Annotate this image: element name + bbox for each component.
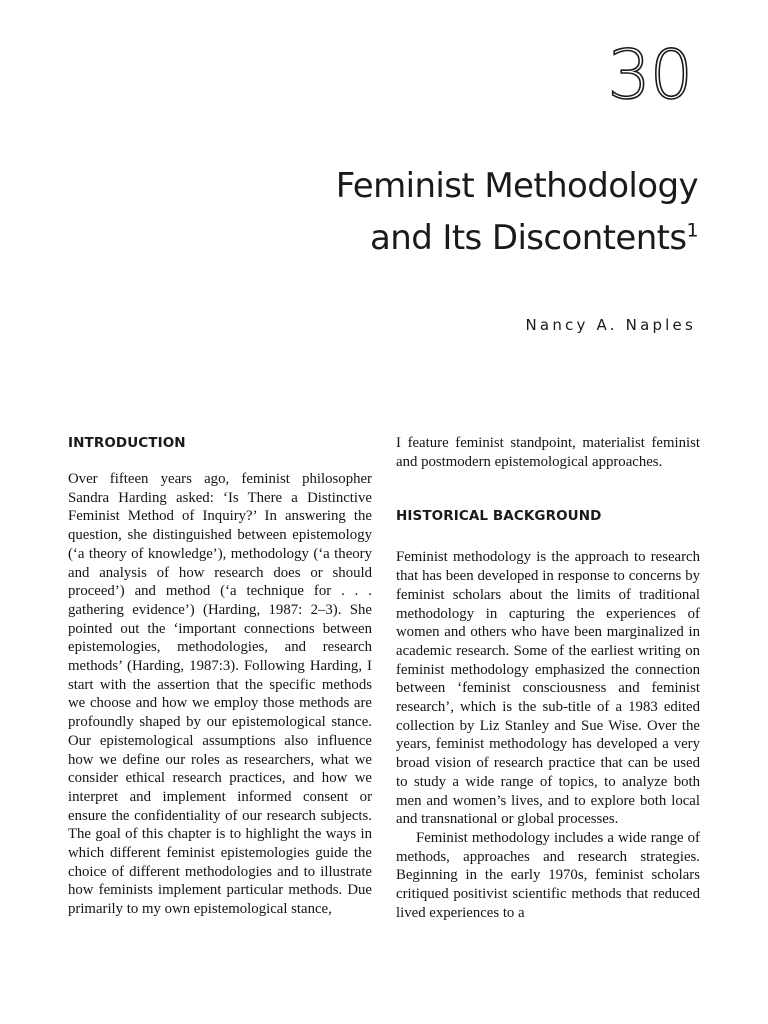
left-column [68,434,372,919]
introduction-continuation: I feature feminist standpoint, materialist feminist and postmodern epistemological approaches. [396,435,700,470]
chapter-title-line-2 [178,212,698,264]
historical-background-paragraph-1: Feminist methodology is the approach to research that has been developed in response to concerns by feminist scholars about the limits of traditional methodology in capturing the experiences of women and others who have been marginalized in academic research. Some of the earliest writing on feminist methodology emphasized the connection between ‘feminist consciousness and feminist research’, which is the sub-title of a 1983 edited collection by Liz Stanley and Sue Wise. Over the years, feminist methodology has developed a very broad vision of research practice that can be used to study a wide range of topics, to analyze both men and women’s lives, and to explore both local and transnational or global processes. [396,549,700,828]
chapter-number: 30 [607,36,692,115]
right-column [396,434,700,922]
introduction-paragraph: Over fifteen years ago, feminist philosopher Sandra Harding asked: ‘Is There a Distinctive Feminist Method of Inquiry?’ In answering the question, she distinguished between epistemology (‘a theory of knowledge’), methodology (‘a theory and analysis of how research does or should proceed’) and method (‘a technique for . . . gathering evidence’) (Harding, 1987: 2–3). She pointed out the ‘important connections between epistemologies, methodologies, and research methods’ (Harding, 1987:3). Following Harding, I start with the assertion that the specific methods we choose and how we employ those methods are profoundly shaped by our epistemological stance. Our epistemological assumptions also influence how we define our roles as researchers, what we consider ethical research practices, and how we interpret and implement informed consent or ensure the confidentiality of our research subjects. The goal of this chapter is to highlight the ways in which different feminist epistemologies guide the choice of different methodologies and to illustrate how feminists implement particular methods. Due primarily to my own epistemological stance, [68,471,372,918]
historical-background-paragraph-2: Feminist methodology includes a wide range of methods, approaches and research strategies. Beginning in the early 1970s, feminist scholars critiqued positivist scientific methods that reduced lived experiences to a [396,829,700,921]
chapter-title-line-1: Feminist Methodology [335,166,698,206]
chapter-title-line-2-text: and Its Discontents [370,218,687,258]
title-footnote-marker: 1 [686,219,698,242]
author-name: Nancy A. Naples [525,316,696,334]
introduction-heading: INTRODUCTION [68,435,186,451]
historical-background-heading: HISTORICAL BACKGROUND [396,508,602,525]
chapter-title [178,160,698,264]
